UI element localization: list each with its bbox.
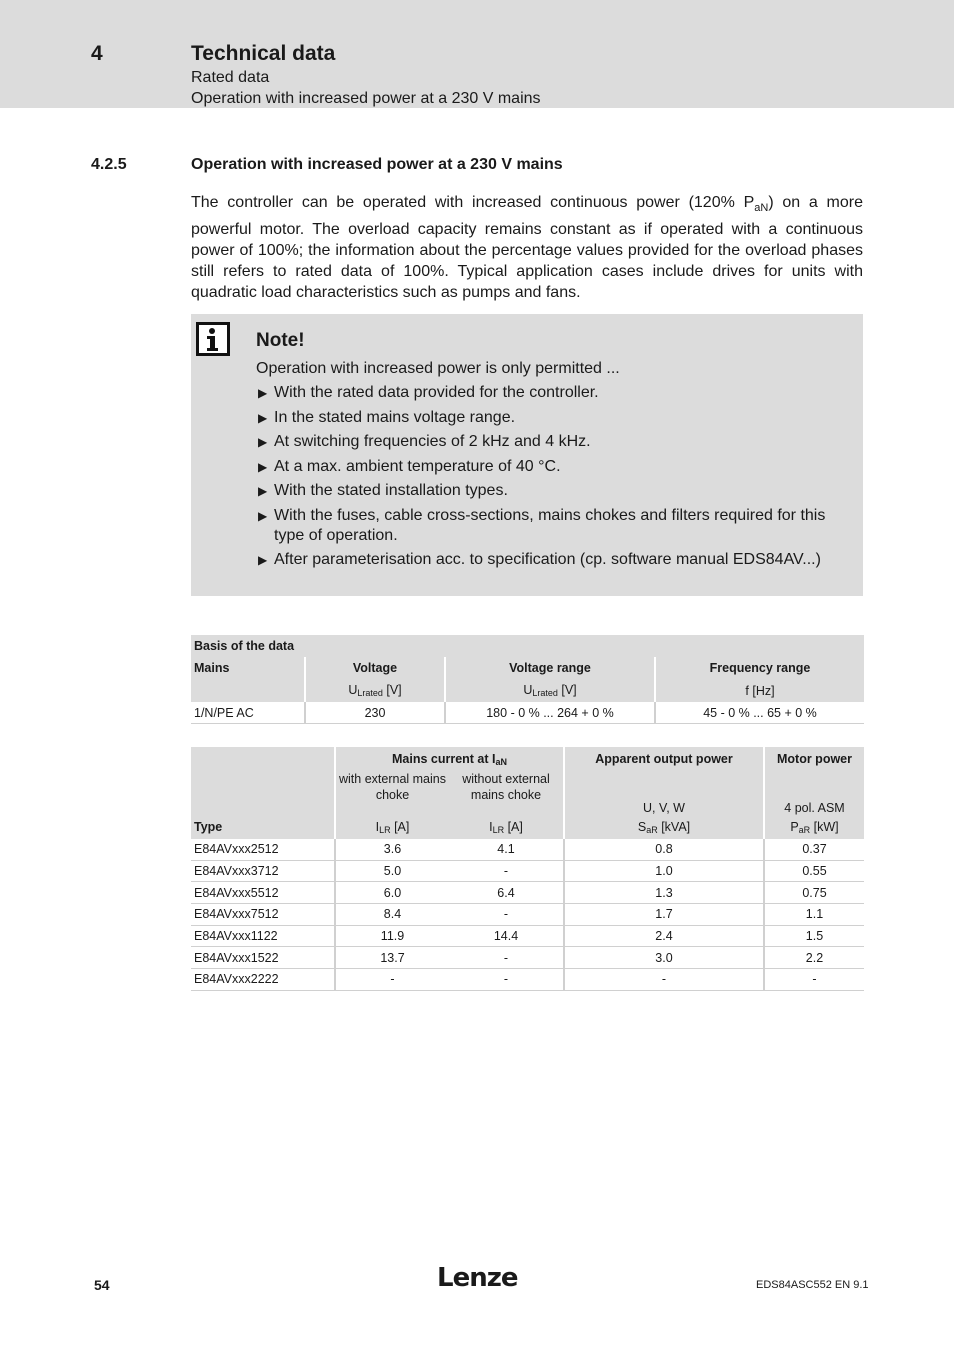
table-cell: 0.55 xyxy=(764,860,864,882)
table-cell: - xyxy=(564,969,764,991)
table-row xyxy=(191,969,864,991)
table-cell: 1.5 xyxy=(764,925,864,947)
unit-voltage-range: $U_{Lrated}$ [V] xyxy=(445,679,655,702)
unit-current-with: $I_{LR}$ [A] xyxy=(335,815,449,839)
header-motor-power: Motor power xyxy=(764,747,864,771)
type-cell: E84AVxxx1522 xyxy=(191,947,335,969)
table-cell: 5.0 xyxy=(335,860,449,882)
type-cell: E84AVxxx1122 xyxy=(191,925,335,947)
table-cell: 0.75 xyxy=(764,882,864,904)
table-cell: - xyxy=(335,969,449,991)
header-without-choke: without external mains choke xyxy=(449,771,564,815)
header-mains: Mains xyxy=(191,657,305,679)
header-apparent-power-sub: U, V, W xyxy=(564,771,764,815)
document-reference: EDS84ASC552 EN 9.1 xyxy=(756,1279,869,1291)
table-cell: - xyxy=(449,904,564,926)
section-number: 4.2.5 xyxy=(91,156,127,173)
table-cell: 6.4 xyxy=(449,882,564,904)
note-lead: Operation with increased power is only permitted ... xyxy=(256,360,620,377)
header-mains-current: Mains current at $I_{aN}$ xyxy=(335,747,564,771)
header-frequency-range: Frequency range xyxy=(655,657,864,679)
table-cell: 0.37 xyxy=(764,839,864,860)
unit-motor-power: $P_{aR}$ [kW] xyxy=(764,815,864,839)
type-cell: E84AVxxx3712 xyxy=(191,860,335,882)
basis-caption: Basis of the data xyxy=(191,635,864,657)
bullet-arrow-icon: ▶ xyxy=(258,435,268,449)
table-row xyxy=(191,904,864,926)
table-cell: - xyxy=(764,969,864,991)
header-with-choke: with external mains choke xyxy=(335,771,449,815)
table-cell: 11.9 xyxy=(335,925,449,947)
basis-table xyxy=(191,635,864,724)
note-box xyxy=(191,314,863,596)
unit-voltage: $U_{Lrated}$ [V] xyxy=(305,679,445,702)
header-motor-power-sub: 4 pol. ASM xyxy=(764,771,864,815)
unit-apparent-power: $S_{aR}$ [kVA] xyxy=(564,815,764,839)
table-cell: 2.2 xyxy=(764,947,864,969)
list-item: ▶ At switching frequencies of 2 kHz and 4 kHz. xyxy=(258,433,591,450)
table-cell: 2.4 xyxy=(564,925,764,947)
table-cell: 14.4 xyxy=(449,925,564,947)
chapter-subtitle-1: Rated data xyxy=(191,69,270,86)
table-cell: 180 - 0 % ... 264 + 0 % xyxy=(445,702,655,724)
header-type: Type xyxy=(191,815,335,839)
unit-current-without: $I_{LR}$ [A] xyxy=(449,815,564,839)
table-row xyxy=(191,702,864,724)
type-cell: E84AVxxx5512 xyxy=(191,882,335,904)
table-cell: - xyxy=(449,947,564,969)
header-apparent-power: Apparent output power xyxy=(564,747,764,771)
table-cell: 45 - 0 % ... 65 + 0 % xyxy=(655,702,864,724)
note-title: Note! xyxy=(256,330,305,351)
info-icon xyxy=(196,322,230,356)
type-cell: E84AVxxx2222 xyxy=(191,969,335,991)
header-voltage-range: Voltage range xyxy=(445,657,655,679)
bullet-arrow-icon: ▶ xyxy=(258,386,268,400)
lenze-logo: Lenze xyxy=(437,1263,518,1293)
table-cell: 3.0 xyxy=(564,947,764,969)
table-cell: 1.1 xyxy=(764,904,864,926)
list-item: ▶ In the stated mains voltage range. xyxy=(258,408,516,426)
list-item: ▶ After parameterisation acc. to specification (cp. software manual EDS84AV...) xyxy=(258,551,821,568)
table-row xyxy=(191,882,864,904)
bullet-arrow-icon: ▶ xyxy=(258,484,268,498)
table-cell: 1.0 xyxy=(564,860,764,882)
table-cell: 0.8 xyxy=(564,839,764,860)
table-cell: 230 xyxy=(305,702,445,724)
chapter-number: 4 xyxy=(91,42,103,65)
type-cell: E84AVxxx2512 xyxy=(191,839,335,860)
table-cell: - xyxy=(449,969,564,991)
table-cell: 6.0 xyxy=(335,882,449,904)
table-cell: 1.3 xyxy=(564,882,764,904)
table-cell: 8.4 xyxy=(335,904,449,926)
table-cell: - xyxy=(449,860,564,882)
table-cell: 3.6 xyxy=(335,839,449,860)
header-voltage: Voltage xyxy=(305,657,445,679)
table-cell: 1.7 xyxy=(564,904,764,926)
list-item: ▶ With the stated installation types. xyxy=(258,482,508,499)
bullet-arrow-icon: ▶ xyxy=(258,508,268,523)
chapter-subtitle-2: Operation with increased power at a 230 V mains xyxy=(191,90,541,107)
table-cell: 4.1 xyxy=(449,839,564,860)
bullet-arrow-icon: ▶ xyxy=(258,553,268,567)
table-cell: 1/N/PE AC xyxy=(191,702,305,724)
type-cell: E84AVxxx7512 xyxy=(191,904,335,926)
list-item: ▶ At a max. ambient temperature of 40 °C. xyxy=(258,457,561,475)
type-table xyxy=(191,747,864,991)
page-number: 54 xyxy=(94,1277,110,1293)
bullet-arrow-icon: ▶ xyxy=(258,459,268,474)
table-row xyxy=(191,925,864,947)
bullet-arrow-icon: ▶ xyxy=(258,410,268,425)
table-row xyxy=(191,839,864,860)
table-cell: 13.7 xyxy=(335,947,449,969)
table-row xyxy=(191,860,864,882)
section-title: Operation with increased power at a 230 V mains xyxy=(191,156,563,173)
unit-frequency: f [Hz] xyxy=(655,679,864,702)
list-item: ▶ With the rated data provided for the controller. xyxy=(258,384,599,401)
chapter-title: Technical data xyxy=(191,42,336,65)
intro-paragraph: The controller can be operated with increased continuous power (120% $P_{aN}$) on a more powerful motor. The overload capacity remains constant as if operated with a continuous power of 100%; the information about the percentage values provided for the overload phases still refers to rated data of 100%. Typical application cases include drives for units with quadratic load characteristics such as pumps and fans. xyxy=(191,194,864,302)
note-list xyxy=(258,383,848,575)
list-item: ▶ With the fuses, cable cross-sections, mains chokes and filters required for this type of operation. xyxy=(258,506,826,544)
table-row xyxy=(191,947,864,969)
